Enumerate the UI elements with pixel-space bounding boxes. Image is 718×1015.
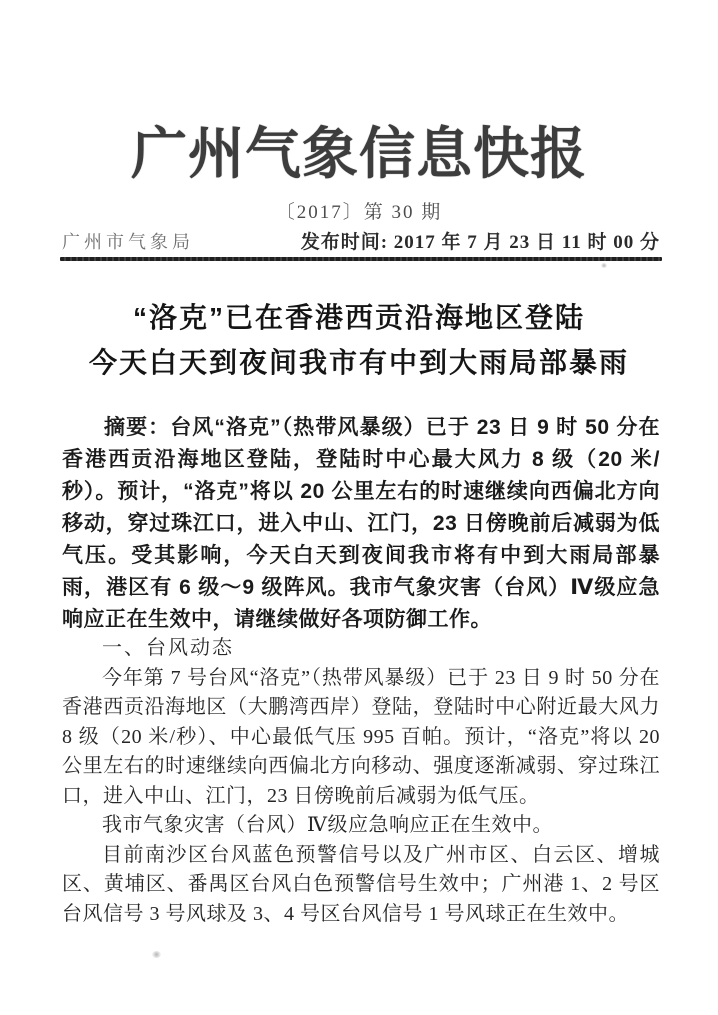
publication-info-row	[62, 227, 660, 254]
body-paragraph: 目前南沙区台风蓝色预警信号以及广州市区、白云区、增城区、黄埔区、番禺区台风白色预警信号生效中；广州港 1、2 号区台风信号 3 号风球及 3、4 号区台风信号 1 号风球正在生效中。	[62, 843, 660, 925]
body-paragraph: 我市气象灾害（台风）Ⅳ级应急响应正在生效中。	[102, 814, 553, 836]
publisher-name: 广州市气象局	[62, 232, 194, 252]
body-paragraph: 今年第 7 号台风“洛克”（热带风暴级）已于 23 日 9 时 50 分在香港西贡沿海地区（大鹏湾西岸）登陆，登陆时中心附近最大风力 8 级（20 米/秒）、中心最低气压 995 百帕。预计，“洛克”将以 20 公里左右的时速继续向西偏北方向移动、强度逐渐减弱、穿过珠江口，进入中山、江门，23 日傍晚前后减弱为低气压。	[62, 666, 660, 807]
document-body	[62, 634, 660, 929]
publish-time-label: 发布时间:	[300, 232, 389, 253]
scan-speck	[152, 951, 161, 958]
issue-number: 〔2017〕第 30 期	[275, 202, 443, 223]
document-headline	[40, 295, 678, 385]
publish-time	[301, 227, 660, 254]
section-heading-typhoon-status: 一、台风动态	[102, 637, 234, 659]
abstract-paragraph: 摘要：台风“洛克”（热带风暴级）已于 23 日 9 时 50 分在香港西贡沿海地区登陆，登陆时中心最大风力 8 级（20 米/秒）。预计，“洛克”将以 20 公里左右的时速继续向西偏北方向移动，穿过珠江口，进入中山、江门，23 日傍晚前后减弱为低气压。受其影响，今天白天到夜间我市将有中到大雨局部暴雨，港区有 6 级～9 级阵风。我市气象灾害（台风）Ⅳ级应急响应正在生效中，请继续做好各项防御工作。	[62, 416, 660, 631]
masthead-title: 广州气象信息快报	[131, 124, 587, 186]
headline-line-2: 今天白天到夜间我市有中到大雨局部暴雨	[88, 347, 629, 378]
headline-line-1: “洛克”已在香港西贡沿海地区登陆	[132, 302, 585, 333]
header-divider	[60, 257, 662, 261]
publish-time-value: 2017 年 7 月 23 日 11 时 00 分	[393, 232, 660, 253]
scan-speck	[601, 263, 607, 268]
